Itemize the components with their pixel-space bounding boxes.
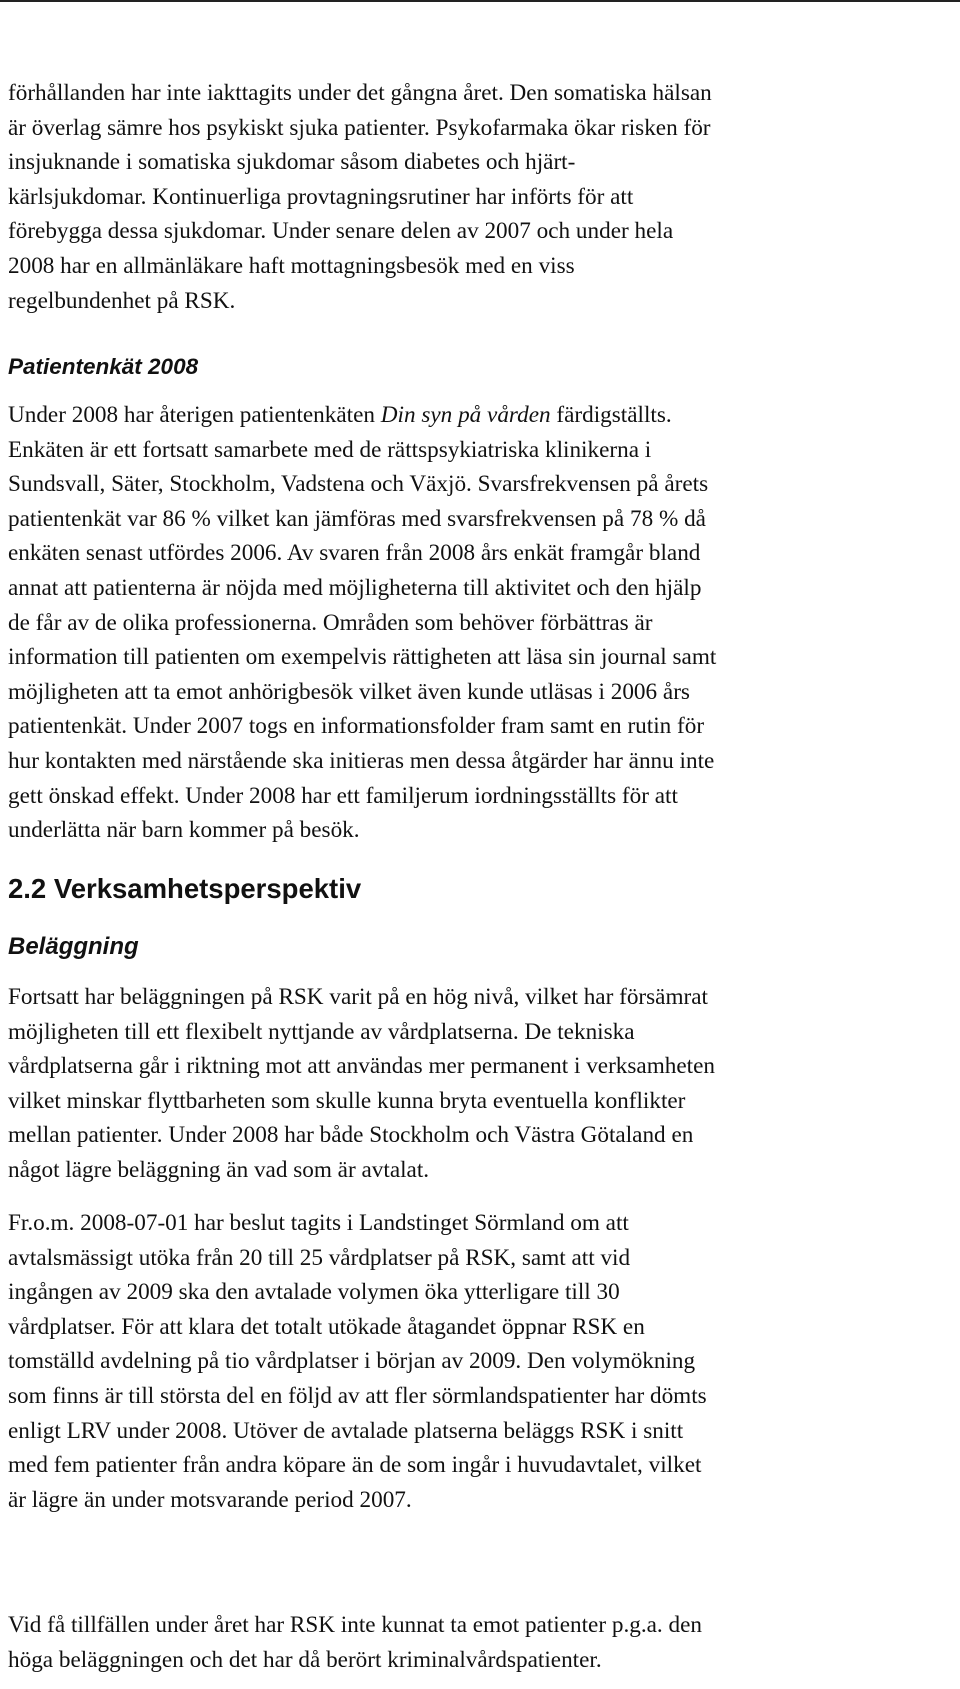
text-line: annat att patienterna är nöjda med möjligheterna till aktivitet och den hjälp	[8, 574, 702, 601]
text-line: Enkäten är ett fortsatt samarbete med de rättspsykiatriska klinikerna i	[8, 436, 652, 463]
text-line: förhållanden har inte iakttagits under det gångna året. Den somatiska hälsan	[8, 80, 712, 106]
text-fragment: färdigställts.	[550, 402, 672, 428]
section-heading-block	[8, 872, 948, 906]
belaggning-paragraph-3	[8, 1608, 948, 1677]
belaggning-paragraph-3-block	[8, 1608, 948, 1677]
belaggning-paragraph-1-block	[8, 980, 948, 1188]
text-line: enkäten senast utfördes 2006. Av svaren från 2008 års enkät framgår bland	[8, 540, 701, 567]
text-line: Vid få tillfällen under året har RSK inte kunnat ta emot patienter p.g.a. den	[8, 1612, 703, 1638]
text-line: vårdplatser. För att klara det totalt utökade åtagandet öppnar RSK en	[8, 1313, 645, 1340]
text-line: mellan patienter. Under 2008 har både Stockholm och Västra Götaland en	[8, 1122, 694, 1149]
belaggning-heading: Beläggning	[8, 933, 139, 960]
text-line: tomställd avdelning på tio vårdplatser i början av 2009. Den volymökning	[8, 1348, 696, 1375]
top-border-line	[0, 0, 960, 2]
text-line: Fortsatt har beläggningen på RSK varit på en hög nivå, vilket har försämrat	[8, 984, 708, 1010]
belaggning-paragraph-1	[8, 980, 948, 1188]
text-line: 2008 har en allmänläkare haft mottagningsbesök med en viss	[8, 252, 575, 279]
text-line: avtalsmässigt utöka från 20 till 25 vårdplatser på RSK, samt att vid	[8, 1244, 631, 1271]
belaggning-heading-block	[8, 932, 948, 962]
text-line: Sundsvall, Säter, Stockholm, Vadstena och Växjö. Svarsfrekvensen på årets	[8, 471, 709, 498]
text-line: insjuknande i somatiska sjukdomar såsom diabetes och hjärt-	[8, 149, 576, 176]
text-line: med fem patienter från andra köpare än de som ingår i huvudavtalet, vilket	[8, 1452, 702, 1479]
text-line: vårdplatserna går i riktning mot att användas mer permanent i verksamheten	[8, 1053, 715, 1080]
text-line: enligt LRV under 2008. Utöver de avtalade platserna beläggs RSK i snitt	[8, 1417, 684, 1444]
text-line: är lägre än under motsvarande period 2007.	[8, 1486, 412, 1513]
text-fragment: Under 2008 har återigen patientenkäten	[8, 402, 381, 428]
text-line: är överlag sämre hos psykiskt sjuka patienter. Psykofarmaka ökar risken för	[8, 114, 711, 141]
text-line: kärlsjukdomar. Kontinuerliga provtagningsrutiner har införts för att	[8, 183, 634, 210]
text-line: information till patienten om exempelvis rättigheten att läsa sin journal samt	[8, 644, 717, 671]
text-line: regelbundenhet på RSK.	[8, 287, 236, 314]
text-line: möjligheten att ta emot anhörigbesök vilket även kunde utläsas i 2006 års	[8, 678, 690, 705]
text-line: något lägre beläggning än vad som är avtalat.	[8, 1156, 430, 1183]
text-line: gett önskad effekt. Under 2008 har ett familjerum iordningsställts för att	[8, 782, 678, 809]
intro-paragraph	[8, 76, 948, 318]
text-line: vilket minskar flyttbarheten som skulle kunna bryta eventuella konflikter	[8, 1087, 686, 1114]
survey-title: Din syn på vården	[380, 402, 551, 428]
patientenkat-heading: Patientenkät 2008	[8, 354, 199, 379]
section-heading: 2.2 Verksamhetsperspektiv	[8, 873, 362, 904]
intro-paragraph-block	[8, 76, 948, 318]
text-line: underlätta när barn kommer på besök.	[8, 817, 360, 844]
text-line: patientenkät. Under 2007 togs en informationsfolder fram samt en rutin för	[8, 713, 705, 740]
text-line: de får av de olika professionerna. Områden som behöver förbättras är	[8, 609, 653, 636]
belaggning-paragraph-2	[8, 1206, 948, 1517]
text-line: som finns är till största del en följd av att fler sörmlandspatienter har dömts	[8, 1382, 707, 1409]
text-line: förebygga dessa sjukdomar. Under senare delen av 2007 och under hela	[8, 218, 674, 245]
text-line: möjligheten till ett flexibelt nyttjande av vårdplatserna. De tekniska	[8, 1018, 635, 1045]
text-line: patientenkät var 86 % vilket kan jämföras med svarsfrekvensen på 78 % då	[8, 505, 706, 532]
text-line	[8, 398, 948, 433]
patientenkat-paragraph	[8, 398, 948, 848]
belaggning-paragraph-2-block	[8, 1206, 948, 1517]
text-line: hur kontakten med närstående ska initieras men dessa åtgärder har ännu inte	[8, 747, 715, 774]
text-line: höga beläggningen och det har då berört kriminalvårdspatienter.	[8, 1646, 602, 1673]
patientenkat-heading-block	[8, 352, 948, 382]
text-line: Fr.o.m. 2008-07-01 har beslut tagits i Landstinget Sörmland om att	[8, 1210, 629, 1236]
text-line: ingången av 2009 ska den avtalade volymen öka ytterligare till 30	[8, 1279, 620, 1306]
patientenkat-paragraph-block	[8, 398, 948, 848]
